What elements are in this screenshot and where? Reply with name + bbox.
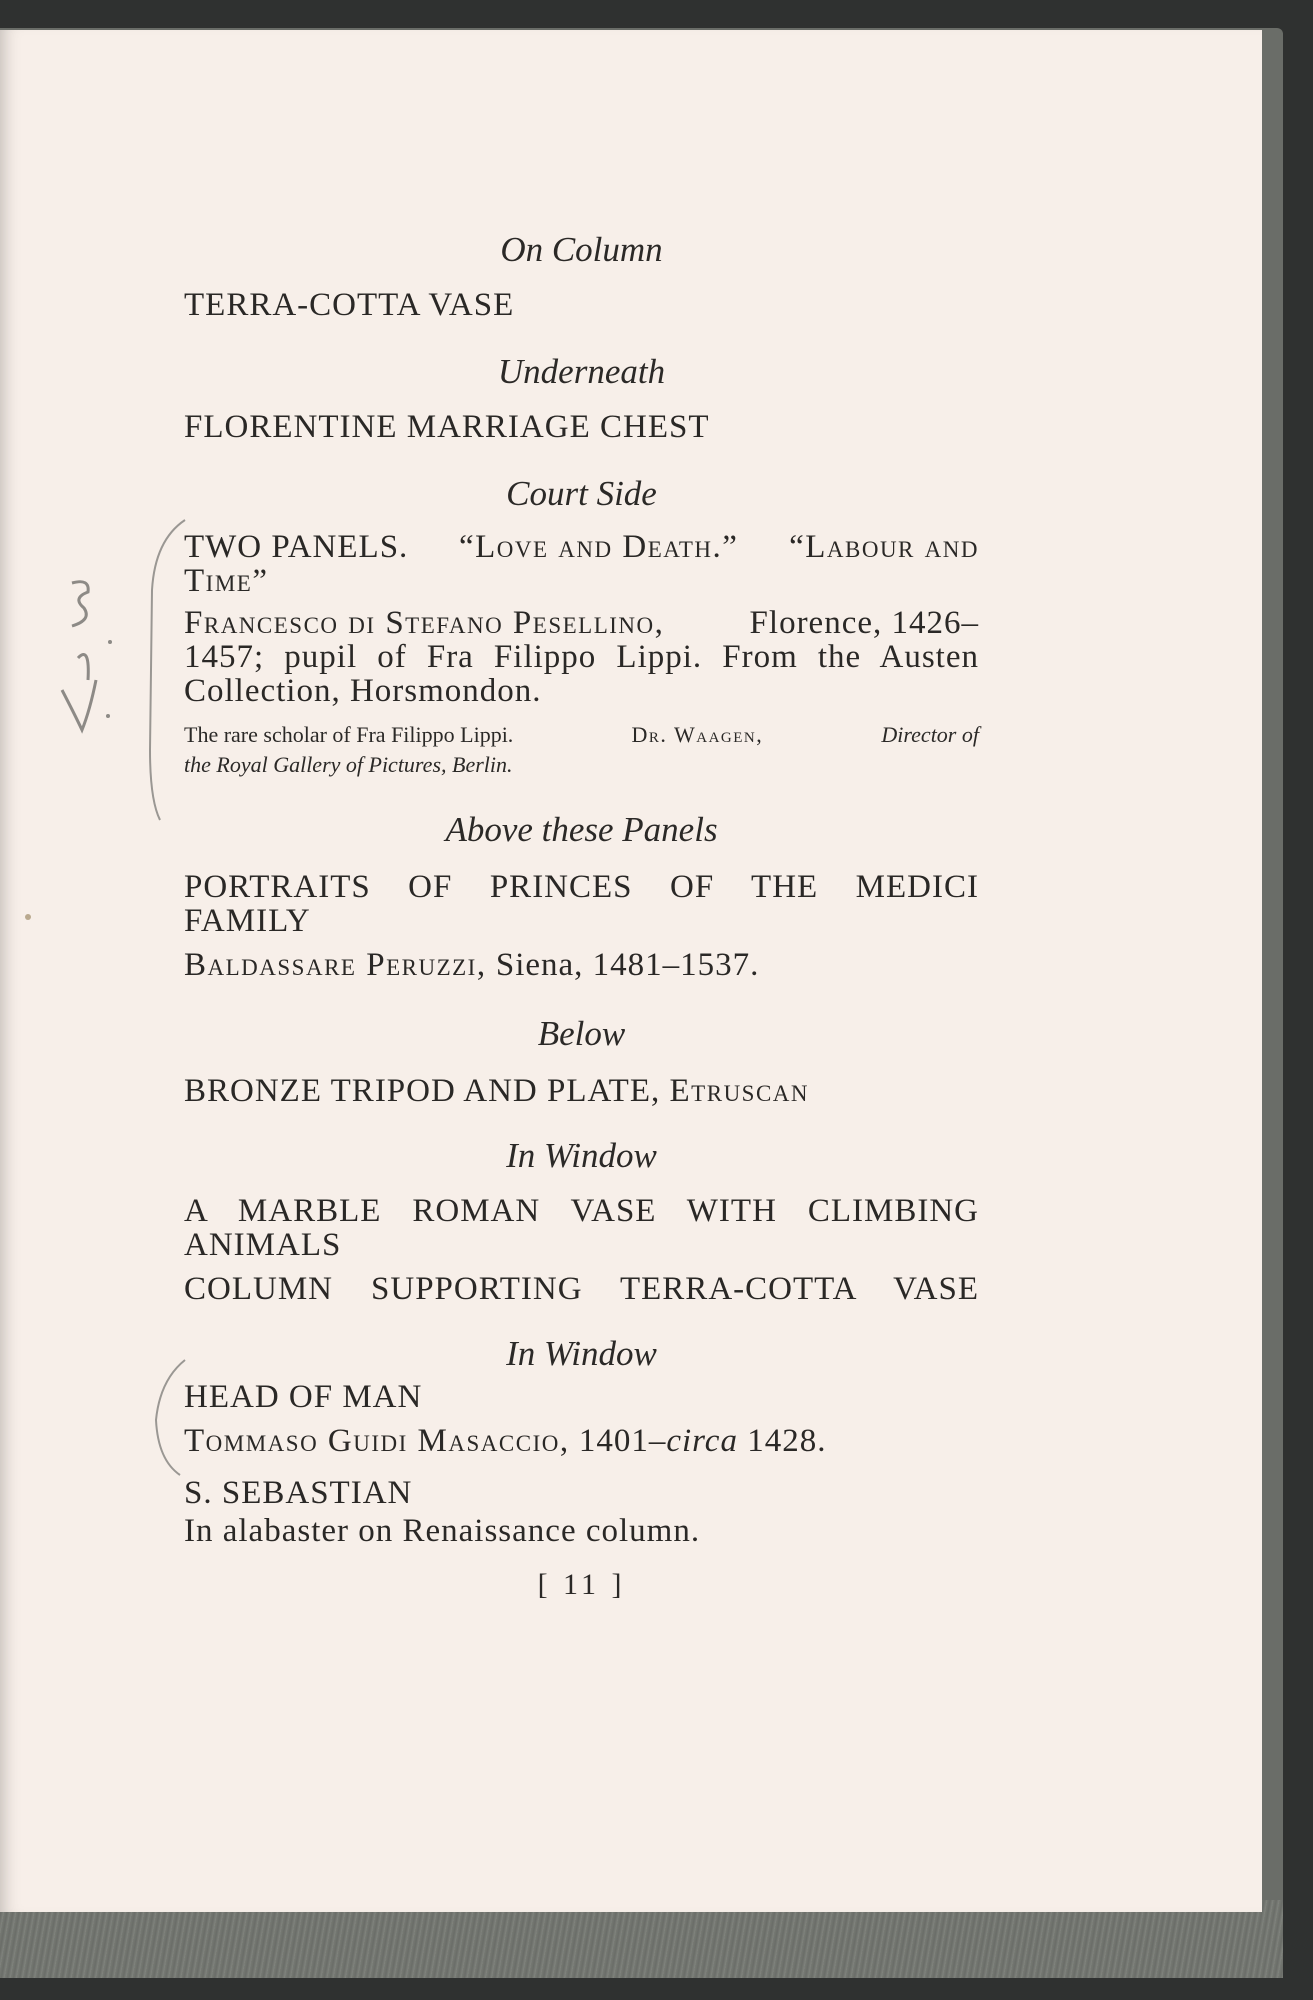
heading-on-column: On Column bbox=[500, 230, 663, 269]
item-marble-vase: A MARBLE ROMAN VASE WITH CLIMBING bbox=[184, 1193, 979, 1229]
love-and-death: “Love and Death.” bbox=[458, 529, 739, 565]
page-number: [ 11 ] bbox=[537, 1568, 626, 1601]
pesellino-attribution bbox=[184, 606, 979, 640]
book-page bbox=[0, 30, 1262, 1912]
masaccio-attribution bbox=[184, 1424, 979, 1458]
two-panels-title: TWO PANELS. bbox=[184, 529, 409, 565]
note-text: The rare scholar of Fra Filippo Lippi. bbox=[184, 722, 514, 747]
peruzzi-dates: Siena, 1481–1537. bbox=[495, 947, 760, 983]
peruzzi-attribution bbox=[184, 948, 979, 982]
item-bronze-tripod bbox=[184, 1074, 979, 1108]
item-terra-cotta-vase: TERRA-COTTA VASE bbox=[184, 287, 515, 323]
heading-underneath: Underneath bbox=[497, 352, 666, 391]
masaccio-end: 1428. bbox=[747, 1423, 827, 1459]
artist-pesellino: Francesco di Stefano Pesellino, bbox=[184, 605, 665, 641]
item-column-supporting: COLUMN SUPPORTING TERRA-COTTA VASE bbox=[184, 1271, 979, 1307]
etruscan-label: Etruscan bbox=[669, 1073, 810, 1109]
artist-masaccio: Tommaso Guidi Masaccio, bbox=[184, 1423, 570, 1459]
note-waagen: Dr. Waagen, bbox=[631, 722, 764, 747]
masaccio-start: 1401– bbox=[578, 1423, 667, 1459]
waagen-note-line-2: the Royal Gallery of Pictures, Berlin. bbox=[184, 752, 513, 777]
item-s-sebastian: S. SEBASTIAN bbox=[184, 1475, 413, 1511]
time-title: Time” bbox=[184, 563, 269, 599]
item-two-panels bbox=[184, 530, 979, 564]
pencil-margin-marks bbox=[0, 30, 200, 1530]
item-head-of-man: HEAD OF MAN bbox=[184, 1379, 423, 1415]
sebastian-description: In alabaster on Renaissance column. bbox=[184, 1513, 701, 1549]
item-marble-vase-2: ANIMALS bbox=[184, 1227, 342, 1263]
item-marriage-chest: FLORENTINE MARRIAGE CHEST bbox=[184, 409, 710, 445]
masaccio-circa: circa bbox=[666, 1423, 738, 1459]
item-medici-portraits-2: FAMILY bbox=[184, 903, 311, 939]
pesellino-dates: Florence, 1426– bbox=[749, 605, 979, 641]
heading-in-window-1: In Window bbox=[506, 1136, 657, 1175]
heading-below: Below bbox=[537, 1014, 626, 1053]
labour-and: “Labour and bbox=[789, 529, 979, 565]
note-director: Director of bbox=[881, 722, 979, 747]
pesellino-line-3: Collection, Horsmondon. bbox=[184, 673, 542, 709]
heading-in-window-2: In Window bbox=[506, 1334, 657, 1373]
artist-peruzzi: Baldassare Peruzzi, bbox=[184, 947, 487, 983]
waagen-note-line-1 bbox=[184, 720, 979, 750]
heading-court-side: Court Side bbox=[506, 474, 657, 513]
pesellino-line-2: 1457; pupil of Fra Filippo Lippi. From the Austen bbox=[184, 639, 979, 675]
bronze-tripod-title: BRONZE TRIPOD AND PLATE, bbox=[184, 1073, 661, 1109]
heading-above-panels: Above these Panels bbox=[445, 810, 718, 849]
item-medici-portraits: PORTRAITS OF PRINCES OF THE MEDICI bbox=[184, 869, 979, 905]
